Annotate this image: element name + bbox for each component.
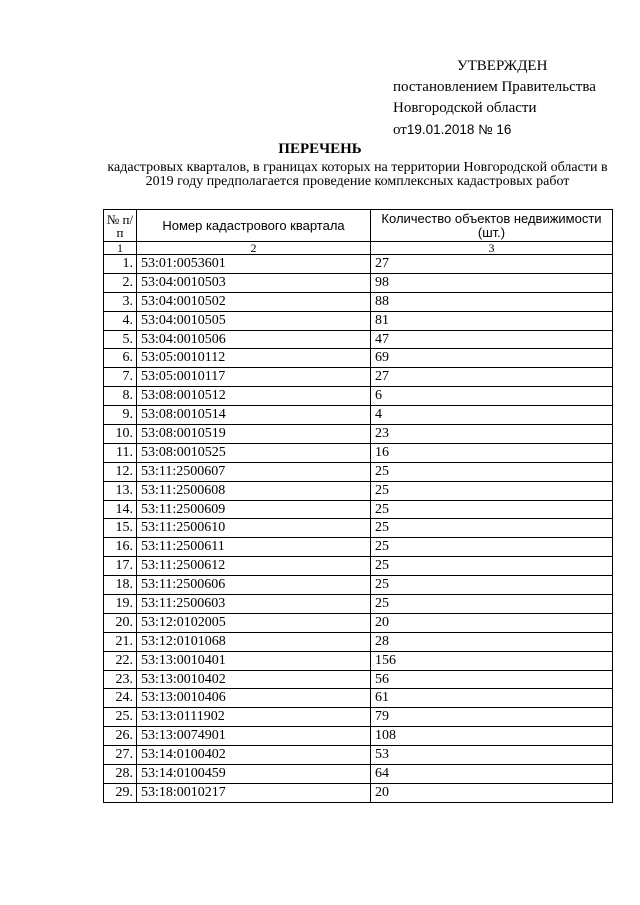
list-title: ПЕРЕЧЕНЬ [278, 141, 362, 157]
object-count: 47 [371, 330, 613, 349]
table-row [104, 292, 613, 311]
approval-line-1: постановлением Правительства [393, 79, 596, 95]
object-count: 23 [371, 425, 613, 444]
table-row [104, 670, 613, 689]
quarter-code: 53:04:0010503 [137, 273, 371, 292]
row-number: 3. [104, 292, 137, 311]
row-number: 21. [104, 632, 137, 651]
object-count: 28 [371, 632, 613, 651]
object-count: 25 [371, 595, 613, 614]
approval-date: 19.01.2018 № 16 [406, 122, 512, 137]
object-count: 81 [371, 311, 613, 330]
object-count: 108 [371, 727, 613, 746]
object-count: 69 [371, 349, 613, 368]
row-number: 10. [104, 425, 137, 444]
object-count: 25 [371, 481, 613, 500]
column-number-1: 1 [104, 242, 137, 255]
column-number-2: 2 [137, 242, 371, 255]
table-row [104, 727, 613, 746]
table-row [104, 425, 613, 444]
object-count: 25 [371, 576, 613, 595]
quarter-code: 53:11:2500607 [137, 462, 371, 481]
table-row [104, 651, 613, 670]
table-row [104, 481, 613, 500]
row-number: 22. [104, 651, 137, 670]
row-number: 28. [104, 765, 137, 784]
row-number: 8. [104, 387, 137, 406]
quarter-code: 53:12:0102005 [137, 613, 371, 632]
quarter-code: 53:05:0010112 [137, 349, 371, 368]
approval-line-2: Новгородской области [393, 100, 537, 116]
list-description: кадастровых кварталов, в границах которых на территории Новгородской области в 2019 году предполагается проведение комплексных кадастровых работ [107, 160, 608, 189]
table-row [104, 273, 613, 292]
row-number: 11. [104, 443, 137, 462]
object-count: 25 [371, 538, 613, 557]
table-row [104, 632, 613, 651]
approval-title: УТВЕРЖДЕН [457, 58, 548, 74]
table-row [104, 519, 613, 538]
approval-stamp [393, 56, 633, 141]
object-count: 56 [371, 670, 613, 689]
row-number: 14. [104, 500, 137, 519]
table-row [104, 330, 613, 349]
quarter-code: 53:08:0010519 [137, 425, 371, 444]
row-number: 20. [104, 613, 137, 632]
quarter-code: 53:13:0010401 [137, 651, 371, 670]
row-number: 15. [104, 519, 137, 538]
table-row [104, 311, 613, 330]
row-number: 27. [104, 746, 137, 765]
object-count: 61 [371, 689, 613, 708]
row-number: 4. [104, 311, 137, 330]
quarter-code: 53:11:2500610 [137, 519, 371, 538]
column-number-3: 3 [371, 242, 613, 255]
quarter-code: 53:11:2500603 [137, 595, 371, 614]
table-row [104, 387, 613, 406]
row-number: 19. [104, 595, 137, 614]
header-number: № п/п [104, 210, 137, 242]
table-row [104, 783, 613, 802]
object-count: 25 [371, 519, 613, 538]
table-row [104, 595, 613, 614]
table-row [104, 746, 613, 765]
row-number: 29. [104, 783, 137, 802]
object-count: 25 [371, 557, 613, 576]
row-number: 25. [104, 708, 137, 727]
table-row [104, 765, 613, 784]
approval-date-prefix: от [393, 122, 407, 138]
row-number: 23. [104, 670, 137, 689]
row-number: 2. [104, 273, 137, 292]
object-count: 79 [371, 708, 613, 727]
table-header-row [104, 210, 613, 242]
row-number: 1. [104, 255, 137, 274]
quarter-code: 53:11:2500609 [137, 500, 371, 519]
quarter-code: 53:14:0100459 [137, 765, 371, 784]
table-row [104, 255, 613, 274]
quarter-code: 53:11:2500611 [137, 538, 371, 557]
table-row [104, 406, 613, 425]
row-number: 26. [104, 727, 137, 746]
quarter-code: 53:05:0010117 [137, 368, 371, 387]
row-number: 6. [104, 349, 137, 368]
row-number: 12. [104, 462, 137, 481]
table-row [104, 538, 613, 557]
quarter-code: 53:04:0010505 [137, 311, 371, 330]
table-row [104, 613, 613, 632]
quarter-code: 53:13:0111902 [137, 708, 371, 727]
object-count: 25 [371, 500, 613, 519]
cadastral-quarters-table [103, 209, 613, 803]
row-number: 7. [104, 368, 137, 387]
row-number: 9. [104, 406, 137, 425]
row-number: 24. [104, 689, 137, 708]
object-count: 20 [371, 613, 613, 632]
row-number: 17. [104, 557, 137, 576]
table-body [104, 255, 613, 803]
quarter-code: 53:04:0010506 [137, 330, 371, 349]
table-row [104, 576, 613, 595]
quarter-code: 53:13:0074901 [137, 727, 371, 746]
table-row [104, 368, 613, 387]
object-count: 98 [371, 273, 613, 292]
quarter-code: 53:13:0010402 [137, 670, 371, 689]
table-row [104, 349, 613, 368]
quarter-code: 53:18:0010217 [137, 783, 371, 802]
quarter-code: 53:08:0010514 [137, 406, 371, 425]
object-count: 6 [371, 387, 613, 406]
object-count: 4 [371, 406, 613, 425]
table-row [104, 443, 613, 462]
row-number: 18. [104, 576, 137, 595]
object-count: 53 [371, 746, 613, 765]
table-row [104, 557, 613, 576]
object-count: 25 [371, 462, 613, 481]
quarter-code: 53:11:2500612 [137, 557, 371, 576]
object-count: 27 [371, 368, 613, 387]
table-row [104, 500, 613, 519]
quarter-code: 53:11:2500606 [137, 576, 371, 595]
row-number: 13. [104, 481, 137, 500]
header-quarter-code: Номер кадастрового квартала [137, 210, 371, 242]
quarter-code: 53:08:0010525 [137, 443, 371, 462]
row-number: 5. [104, 330, 137, 349]
row-number: 16. [104, 538, 137, 557]
column-number-row [104, 242, 613, 255]
quarter-code: 53:11:2500608 [137, 481, 371, 500]
object-count: 64 [371, 765, 613, 784]
quarter-code: 53:04:0010502 [137, 292, 371, 311]
quarter-code: 53:13:0010406 [137, 689, 371, 708]
object-count: 27 [371, 255, 613, 274]
quarter-code: 53:01:0053601 [137, 255, 371, 274]
quarter-code: 53:08:0010512 [137, 387, 371, 406]
object-count: 16 [371, 443, 613, 462]
table-row [104, 708, 613, 727]
header-object-count: Количество объектов недвижимости (шт.) [371, 210, 613, 242]
object-count: 20 [371, 783, 613, 802]
quarter-code: 53:14:0100402 [137, 746, 371, 765]
object-count: 156 [371, 651, 613, 670]
quarter-code: 53:12:0101068 [137, 632, 371, 651]
approval-date-line [393, 119, 633, 141]
table-row [104, 462, 613, 481]
object-count: 88 [371, 292, 613, 311]
table-row [104, 689, 613, 708]
